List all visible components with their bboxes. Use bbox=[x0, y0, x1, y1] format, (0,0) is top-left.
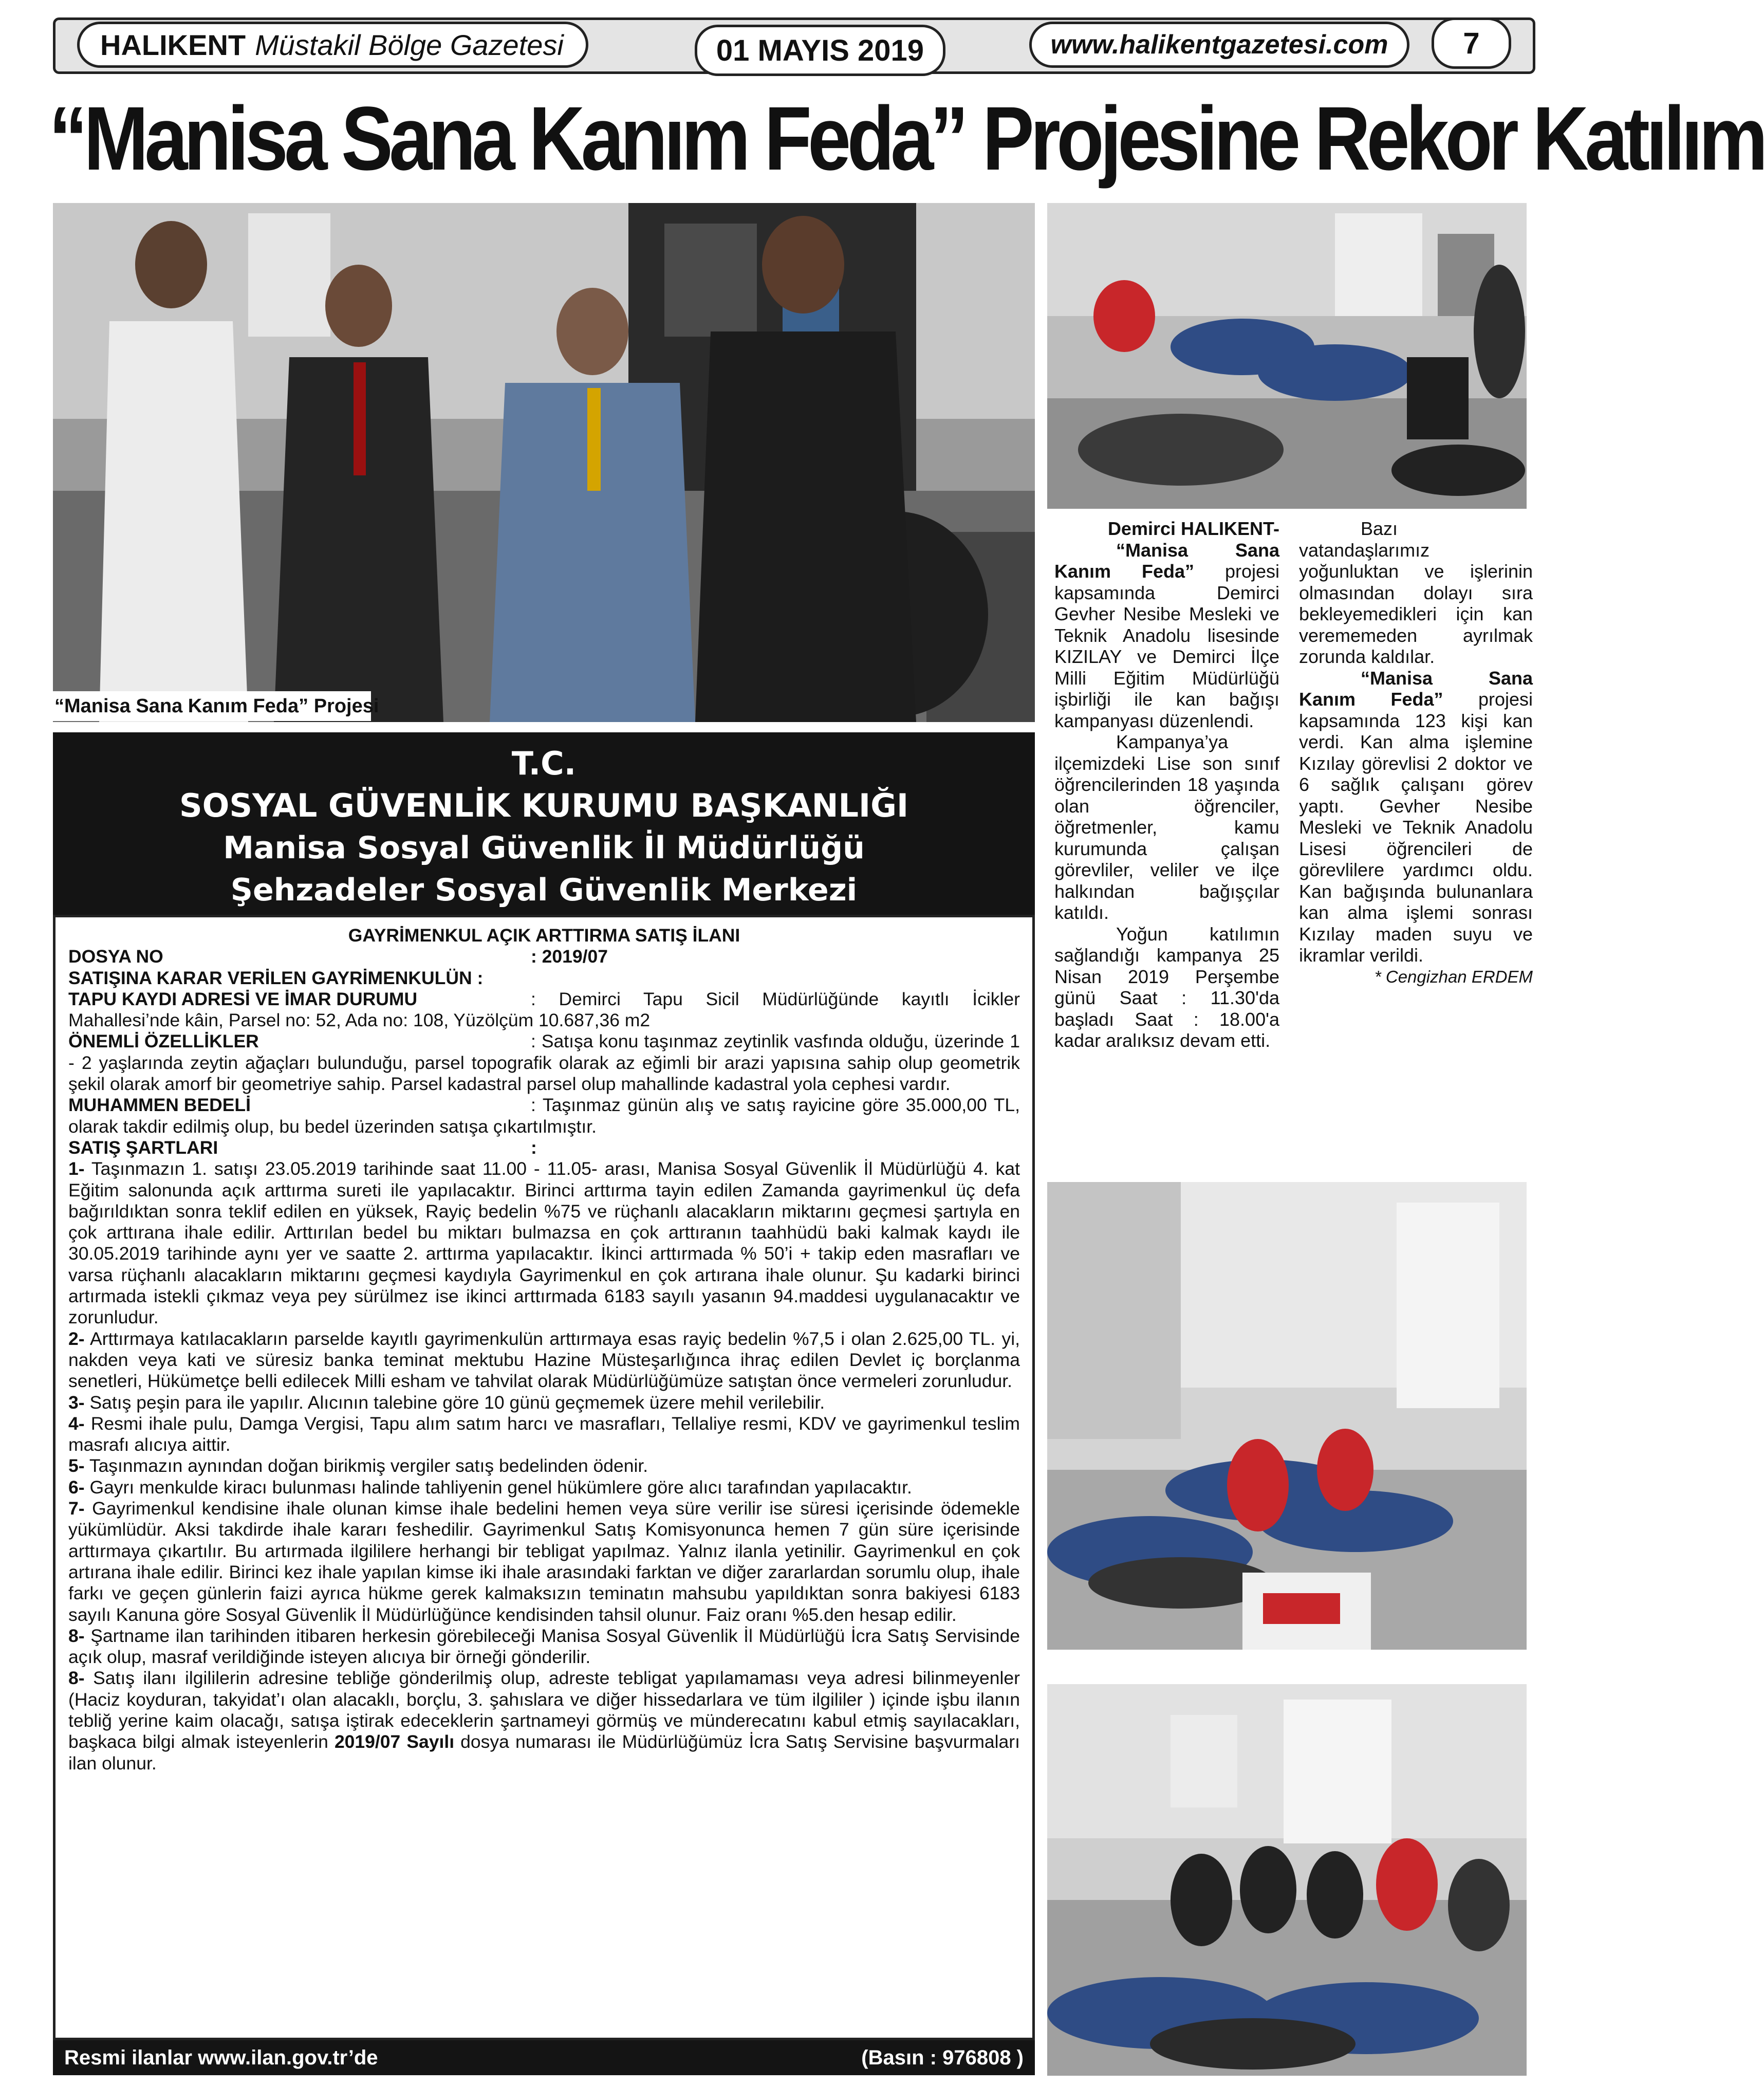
page-number: 7 bbox=[1432, 17, 1511, 69]
ozellik-value: : Satışa konu taşınmaz zeytinlik vasfında olduğu, üzerinde 1 - 2 yaşlarında zeytin ağaçları bulunduğu, parsel topografik olarak az eğimli bir arazi yapısına sahip olup geometrik şekil olarak amorf bir geometriye sahip. Parsel kadastral parsel olup mahallinde kadastral yola cephesi vardır. bbox=[68, 1031, 1020, 1095]
article-column-2 bbox=[1299, 518, 1533, 987]
condition-item bbox=[68, 1455, 1020, 1476]
sgk-line-kurum: SOSYAL GÜVENLİK KURUMU BAŞKANLIĞI bbox=[179, 787, 909, 824]
dosya-value: : 2019/07 bbox=[531, 946, 608, 967]
website-link[interactable]: www.halikentgazetesi.com bbox=[1029, 22, 1409, 68]
sartlar-label: SATIŞ ŞARTLARI bbox=[68, 1137, 218, 1158]
footer-press-no: (Basın : 976808 ) bbox=[861, 2046, 1024, 2069]
condition-item bbox=[68, 1626, 1020, 1668]
sgk-line-merkez: Şehzadeler Sosyal Güvenlik Merkezi bbox=[230, 872, 858, 908]
ozellik-row bbox=[68, 1031, 1020, 1095]
side-photo-middle bbox=[1047, 1182, 1527, 1650]
condition-number: 7- bbox=[68, 1498, 85, 1519]
article-paragraph-2: Kampanya’ya ilçemizdeki Lise son sınıf öğrencilerinden 18 yaşında olan öğrenciler, öğretmenler, kamu kurumunda çalışan görevliler, veliler ve ilçe halkından bağışçılar katıldı. bbox=[1054, 731, 1279, 923]
sgk-title-block bbox=[53, 732, 1035, 915]
condition-item bbox=[68, 1477, 1020, 1498]
project-name: “Manisa Sana Kanım Feda” bbox=[1054, 539, 1279, 582]
condition-text: Arttırmaya katılacakların parselde kayıtlı gayrimenkulün arttırmaya esas rayiç bedelin %7,5 i olan 2.625,00 TL. yi, nakden veya kati ve süresiz banka teminat mektubu Hazine Müsteşarlığınca ihraç edilen Devlet iç borçlanma senetleri, Hükümetçe belli edilecek Milli esham ve tahvilat olarak Müdürlüğümüze satıştan önce vermeleri zorunludur. bbox=[68, 1328, 1020, 1392]
article-text: projesi kapsamında Demirci Gevher Nesibe Mesleki ve Teknik Anadolu lisesinde KIZILAY ve Demirci İlçe Milli Eğitim Müdürlüğü işbirliği ile kan bağışı kampanyası düzenlendi. bbox=[1054, 561, 1279, 731]
article-paragraph-4: Bazı vatandaşlarımız yoğunluktan ve işlerinin olmasından dolayı sıra bekleyemedikleri için kan verememeden ayrılmak zorunda kaldılar. bbox=[1299, 518, 1533, 667]
condition-number: 1- bbox=[68, 1158, 85, 1179]
condition-number: 8- bbox=[68, 1625, 85, 1646]
condition-text: Satış ilanı ilgililerin adresine tebliğe gönderilmiş olup, adreste tebligat yapılamaması veya adresi bilinmeyenler (Haciz koyduran, takyidat’ı olan alacaklı, borçlu, 3. şahıslara ve diğer hissedarlara ve tüm ilgililer ) içinde işbu ilanın tebliğ yerine kaim olacağı, satışa iştirak edeceklerin şartnameyi görmüş ve münderecatını kabul etmiş sayılacakları, başkaca bilgi almak isteyenlerin bbox=[68, 1668, 1020, 1752]
sartlar-colon: : bbox=[531, 1137, 537, 1158]
ilan-text bbox=[68, 925, 1020, 1774]
condition-number: 6- bbox=[68, 1476, 85, 1498]
dosya-row bbox=[68, 946, 1020, 967]
condition-text: Gayrı menkulde kiracı bulunması halinde tahliyenin genel hükümlere göre alıcı tarafından yapılacaktır. bbox=[89, 1476, 912, 1498]
condition-text: Taşınmazın 1. satışı 23.05.2019 tarihinde saat 11.00 - 11.05- arası, Manisa Sosyal Güvenlik İl Müdürlüğü 4. kat Eğitim salonunda açık arttırma sureti ile yapılacaktır. Birinci arttırma tayin edilen Zamanda gayrimenkul üç defa bağırıldıktan sonra teklif edilen en yüksek, Rayiç bedelin %75 ve rüçhanlı alacakların miktarını geçmesi şartıyla en çok arttırana ihale edilir. Arttırılan bedel bu miktarı bulmazsa en çok arttıranın taahhüdü baki kalmak kaydı ile 30.05.2019 tarihinde aynı yer ve saatte 2. arttırma yapılacaktır. İkinci arttırmada % 50’i + takip eden masrafları ve varsa rüçhanlı alacakların miktarını geçmesi kaydıyla Gayrimenkul en çok artırana ihale olunur. Şu kadarki birinci artırmada istekli çıkmaz veya pey sürülmez ise ikinci arttırmada 6183 sayılı yasanın 94.maddesi uygulanacaktır ve zorunludur. bbox=[68, 1158, 1020, 1328]
file-number: 2019/07 Sayılı bbox=[334, 1731, 455, 1752]
condition-item bbox=[68, 1392, 1020, 1413]
bedel-label: MUHAMMEN BEDELİ bbox=[68, 1095, 251, 1116]
article-paragraph-3: Yoğun katılımın sağlandığı kampanya 25 Nisan 2019 Perşembe günü Saat : 11.30'da başladı Saat : 18.00'a kadar aralıksız devam etti. bbox=[1054, 923, 1279, 1051]
article-text: projesi kapsamında 123 kişi kan verdi. Kan alma işlemine Kızılay görevlisi 2 doktor ve 6 sağlık çalışanı görev yaptı. Gevher Nesibe Mesleki ve Teknik Anadolu Lisesi öğrencileri de görevlilere yardımcı oldu. Kan bağışında bulunanlara kan alma işlemi sonrası Kızılay maden suyu ve ikramlar verildi. bbox=[1299, 689, 1533, 966]
article-paragraph-5 bbox=[1299, 668, 1533, 966]
publication-subtitle: Müstakil Bölge Gazetesi bbox=[255, 28, 564, 61]
condition-number: 5- bbox=[68, 1455, 85, 1476]
publication-name bbox=[77, 22, 588, 68]
footer-official-ads: Resmi ilanlar www.ilan.gov.tr’de bbox=[64, 2046, 378, 2069]
bedel-row bbox=[68, 1095, 1020, 1137]
condition-number: 2- bbox=[68, 1328, 85, 1349]
condition-text: Satış peşin para ile yapılır. Alıcının talebine göre 10 günü geçmemek üzere mehil verilebilir. bbox=[89, 1392, 825, 1413]
ozellik-label: ÖNEMLİ ÖZELLİKLER bbox=[68, 1031, 259, 1052]
main-photo bbox=[53, 203, 1035, 722]
condition-number: 8- bbox=[68, 1668, 85, 1689]
condition-number: 4- bbox=[68, 1413, 85, 1434]
headline: “Manisa Sana Kanım Feda” Projesine Rekor Katılım bbox=[49, 88, 1764, 189]
condition-text: Taşınmazın aynından doğan birikmiş vergiler satış bedelinden ödenir. bbox=[89, 1455, 648, 1476]
article-column-1 bbox=[1054, 518, 1279, 1051]
article-lead: Demirci HALIKENT- bbox=[1107, 518, 1279, 539]
article-paragraph-1 bbox=[1054, 540, 1279, 732]
side-photo-bottom bbox=[1047, 1684, 1527, 2076]
condition-number: 3- bbox=[68, 1392, 85, 1413]
tapu-label: TAPU KAYDI ADRESİ VE İMAR DURUMU bbox=[68, 988, 418, 1009]
condition-text-end: dosya numarası ile Müdürlüğümüz İcra Satış Servisine başvurmaları ilan olunur. bbox=[68, 1731, 1020, 1774]
footer-bar bbox=[53, 2040, 1035, 2075]
issue-date: 01 MAYIS 2019 bbox=[695, 25, 945, 76]
sartlar-row bbox=[68, 1137, 1020, 1158]
photo-caption: “Manisa Sana Kanım Feda” Projesi bbox=[51, 691, 371, 721]
tapu-value: : Demirci Tapu Sicil Müdürlüğünde kayıtlı İcikler Mahallesi’nde kâin, Parsel no: 52, Ada no: 108, Yüzölçüm 10.687,36 m2 bbox=[68, 988, 1020, 1031]
condition-item bbox=[68, 1158, 1020, 1328]
karar-label: SATIŞINA KARAR VERİLEN GAYRİMENKULÜN : bbox=[68, 967, 484, 988]
ilan-title: GAYRİMENKUL AÇIK ARTTIRMA SATIŞ İLANI bbox=[348, 925, 740, 946]
publication-title: HALIKENT bbox=[100, 28, 246, 61]
bedel-value: : Taşınmaz günün alış ve satış rayicine göre 35.000,00 TL, olarak takdir edilmiş olup, bu bedel üzerinden satışa çıkartılmıştır. bbox=[68, 1095, 1020, 1137]
condition-text: Resmi ihale pulu, Damga Vergisi, Tapu alım satım harcı ve masrafları, Tellaliye resmi, KDV ve gayrimenkul teslim masrafı alıcıya aittir. bbox=[68, 1413, 1020, 1455]
condition-item-last bbox=[68, 1668, 1020, 1774]
sgk-line-mudurluk: Manisa Sosyal Güvenlik İl Müdürlüğü bbox=[223, 830, 865, 866]
tapu-row bbox=[68, 989, 1020, 1031]
condition-text: Gayrimenkul kendisine ihale olunan kimse ihale bedelini hemen veya süre verilir ise süresi içerisinde ödemekle yükümlüdür. Aksi takdirde ihale kararı feshedilir. Gayrimenkul Satış Komisyonunca hemen 7 gün süre içerisinde arttırmaya çıkartılır. Bu artırmada ilgililere herhangi bir tebligat yapılmaz. Yalnız ilanla yetinilir. Gayrimenkul en çok artırana ihale edilir. Birinci kez ihale yapılan kimse iki ihale arasındaki farktan ve diğer zararlardan sorumlu olup, ihale farkı ve geçen günlerin faizi ayrıca hükme gerek kalmaksızın teminatın mahsubu yapıldıktan sonra bakiyesi 6183 sayılı Kanuna göre Sosyal Güvenlik İl Müdürlüğünce kendisinden tahsil olunur. Faiz oranı %5.den hesap edilir. bbox=[68, 1498, 1020, 1625]
condition-item bbox=[68, 1498, 1020, 1626]
condition-text: Şartname ilan tarihinden itibaren herkesin görebileceği Manisa Sosyal Güvenlik İl Müdürlüğü İcra Satış Servisinde açık olup, masraf verildiğinde isteyen alıcıya bir örneği gönderilir. bbox=[68, 1625, 1020, 1668]
condition-item bbox=[68, 1328, 1020, 1392]
dosya-label: DOSYA NO bbox=[68, 946, 163, 967]
side-photo-top bbox=[1047, 203, 1527, 509]
condition-item bbox=[68, 1413, 1020, 1456]
sgk-line-tc: T.C. bbox=[511, 745, 577, 782]
project-name: “Manisa Sana Kanım Feda” bbox=[1299, 667, 1533, 710]
author-signature: * Cengizhan ERDEM bbox=[1374, 967, 1533, 986]
